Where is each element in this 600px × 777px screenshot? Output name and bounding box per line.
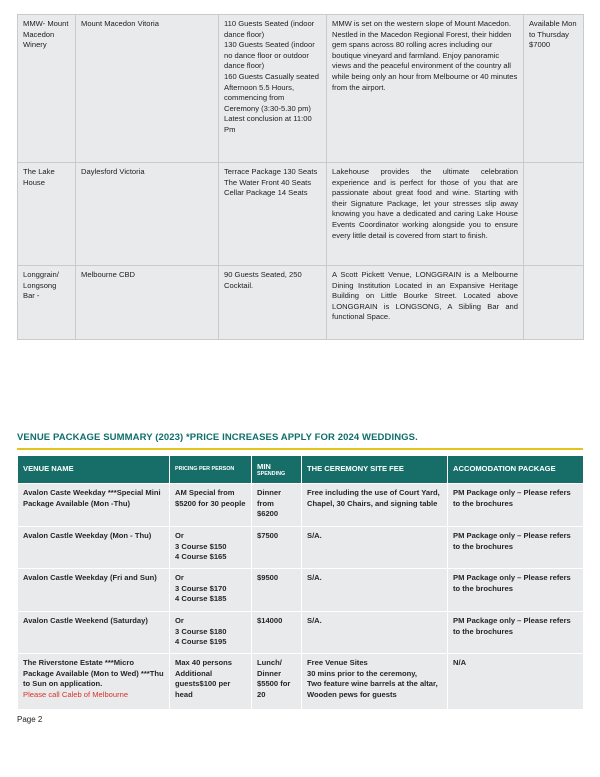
package-min-spend: $7500 — [252, 527, 302, 569]
table-row — [18, 527, 584, 569]
package-venue: Avalon Castle Weekday (Mon - Thu) — [18, 527, 170, 569]
venue-description: MMW is set on the western slope of Mount Macedon. Nestled in the Macedon Regional Forest, their hidden gem spans across 80 rolling acres including our boutique vineyard and farmland. Enjoy panoramic views and the peaceful environment of the country all while being only an hour from Melbourne or 40 minutes from the airport. — [327, 15, 524, 163]
column-header-accommodation: ACCOMODATION PACKAGE — [448, 456, 584, 484]
venue-name: The Lake House — [18, 163, 76, 266]
venue-capacity — [219, 163, 327, 266]
capacity-line: 90 Guests Seated, 250 Cocktail. — [224, 270, 302, 290]
package-venue-text: The Riverstone Estate ***Micro Package Available (Mon to Wed) ***Thu to Sun on application. — [23, 658, 164, 689]
package-venue: Avalon Castle Weekend (Saturday) — [18, 612, 170, 654]
package-pricing — [170, 654, 252, 710]
venue-availability — [524, 163, 584, 266]
package-accommodation: PM Package only – Please refers to the brochures — [448, 612, 584, 654]
package-venue: Avalon Caste Weekday ***Special Mini Package Available (Mon -Thu) — [18, 484, 170, 527]
venue-description: Lakehouse provides the ultimate celebration experience and is perfect for those of you that are passionate about great food and wine. Starting with their Signature Package, let your stresses slip away knowing you have a dedicated and caring Lake House Events Coordinator working alongside you to ensure every little detail is covered from start to finish. — [327, 163, 524, 266]
table-row — [18, 484, 584, 527]
capacity-line: 110 Guests Seated (indoor dance floor) — [224, 19, 315, 39]
package-pricing — [170, 569, 252, 612]
venue-location: Melbourne CBD — [76, 266, 219, 340]
package-ceremony — [302, 527, 448, 569]
ceremony-line: 30 mins prior to the ceremony, — [307, 668, 417, 678]
column-header-spending: SPENDING — [257, 470, 286, 477]
ceremony-line: Free Venue Sites — [307, 658, 368, 667]
pricing-line: Max 40 persons — [175, 658, 232, 667]
capacity-line: Terrace Package 130 Seats — [224, 167, 318, 176]
column-header-min-spending — [252, 456, 302, 484]
pricing-line: AM Special from $5200 for 30 people — [175, 488, 246, 508]
package-ceremony — [302, 612, 448, 654]
table-row — [18, 612, 584, 654]
package-accommodation: PM Package only – Please refers to the brochures — [448, 484, 584, 527]
pricing-line: Or — [175, 531, 184, 540]
column-header-ceremony: THE CEREMONY SITE FEE — [302, 456, 448, 484]
column-header-pricing: PRICING PER PERSON — [170, 456, 252, 484]
package-venue-note: Please call Caleb of Melbourne — [23, 689, 129, 699]
venue-location: Daylesford Victoria — [76, 163, 219, 266]
package-min-spend: Lunch/ Dinner $5500 for 20 — [252, 654, 302, 710]
pricing-line: 4 Course $185 — [175, 594, 227, 604]
venue-availability — [524, 266, 584, 340]
pricing-line: 3 Course $170 — [175, 583, 227, 593]
pricing-line: 4 Course $195 — [175, 637, 227, 647]
pricing-line: 4 Course $165 — [175, 552, 227, 562]
table-row — [18, 15, 584, 163]
capacity-line: 160 Guests Casually seated — [224, 71, 319, 81]
capacity-line: Cellar Package 14 Seats — [224, 188, 308, 198]
pricing-line: 3 Course $180 — [175, 626, 227, 636]
ceremony-line: S/A. — [307, 573, 322, 582]
package-venue: Avalon Castle Weekday (Fri and Sun) — [18, 569, 170, 612]
pricing-line: 3 Course $150 — [175, 541, 227, 551]
package-venue — [18, 654, 170, 710]
venue-name: MMW- Mount Macedon Winery — [18, 15, 76, 163]
capacity-line: 130 Guests Seated (indoor no dance floor or outdoor dance floor) — [224, 40, 315, 71]
venue-capacity — [219, 266, 327, 340]
package-min-spend: $9500 — [252, 569, 302, 612]
package-accommodation: PM Package only – Please refers to the brochures — [448, 527, 584, 569]
package-min-spend: Dinner from $6200 — [252, 484, 302, 527]
ceremony-line: Two feature wine barrels at the altar, Wooden pews for guests — [307, 679, 438, 699]
pricing-line: Or — [175, 573, 184, 582]
pricing-line: Or — [175, 616, 184, 625]
capacity-line: The Water Front 40 Seats — [224, 177, 312, 187]
venue-description: A Scott Pickett Venue, LONGGRAIN is a Melbourne Dining Institution Located in an Expansive Heritage Building on Little Bourke Street. Located above LONGGRAIN is LONGSONG, A Sibling Bar and functional Space. — [327, 266, 524, 340]
ceremony-line: Free including the use of Court Yard, Chapel, 30 Chairs, and signing table — [307, 488, 440, 508]
capacity-line: Afternoon 5.5 Hours, commencing from Ceremony (3:30-5.30 pm) Latest conclusion at 11:00 Pm — [224, 82, 312, 134]
page-number: Page 2 — [17, 715, 43, 724]
table-header-row — [18, 456, 584, 484]
table-row — [18, 654, 584, 710]
table-row — [18, 163, 584, 266]
package-pricing — [170, 484, 252, 527]
package-ceremony — [302, 569, 448, 612]
venue-details-table — [17, 14, 584, 340]
venue-name: Longgrain/ Longsong Bar - — [18, 266, 76, 340]
table-row — [18, 569, 584, 612]
section-title: VENUE PACKAGE SUMMARY (2023) *PRICE INCREASES APPLY FOR 2024 WEDDINGS. — [17, 432, 583, 450]
venue-capacity — [219, 15, 327, 163]
package-min-spend: $14000 — [252, 612, 302, 654]
package-accommodation: N/A — [448, 654, 584, 710]
package-ceremony — [302, 484, 448, 527]
column-header-venue: VENUE NAME — [18, 456, 170, 484]
package-accommodation: PM Package only – Please refers to the brochures — [448, 569, 584, 612]
venue-location: Mount Macedon Vitoria — [76, 15, 219, 163]
column-header-min: MIN — [257, 461, 271, 471]
ceremony-line: S/A. — [307, 531, 322, 540]
package-ceremony — [302, 654, 448, 710]
package-pricing — [170, 527, 252, 569]
venue-availability: Available Mon to Thursday $7000 — [524, 15, 584, 163]
package-summary-table — [17, 455, 584, 710]
pricing-line: Additional guests$100 per head — [175, 668, 231, 699]
package-pricing — [170, 612, 252, 654]
ceremony-line: S/A. — [307, 616, 322, 625]
table-row — [18, 266, 584, 340]
